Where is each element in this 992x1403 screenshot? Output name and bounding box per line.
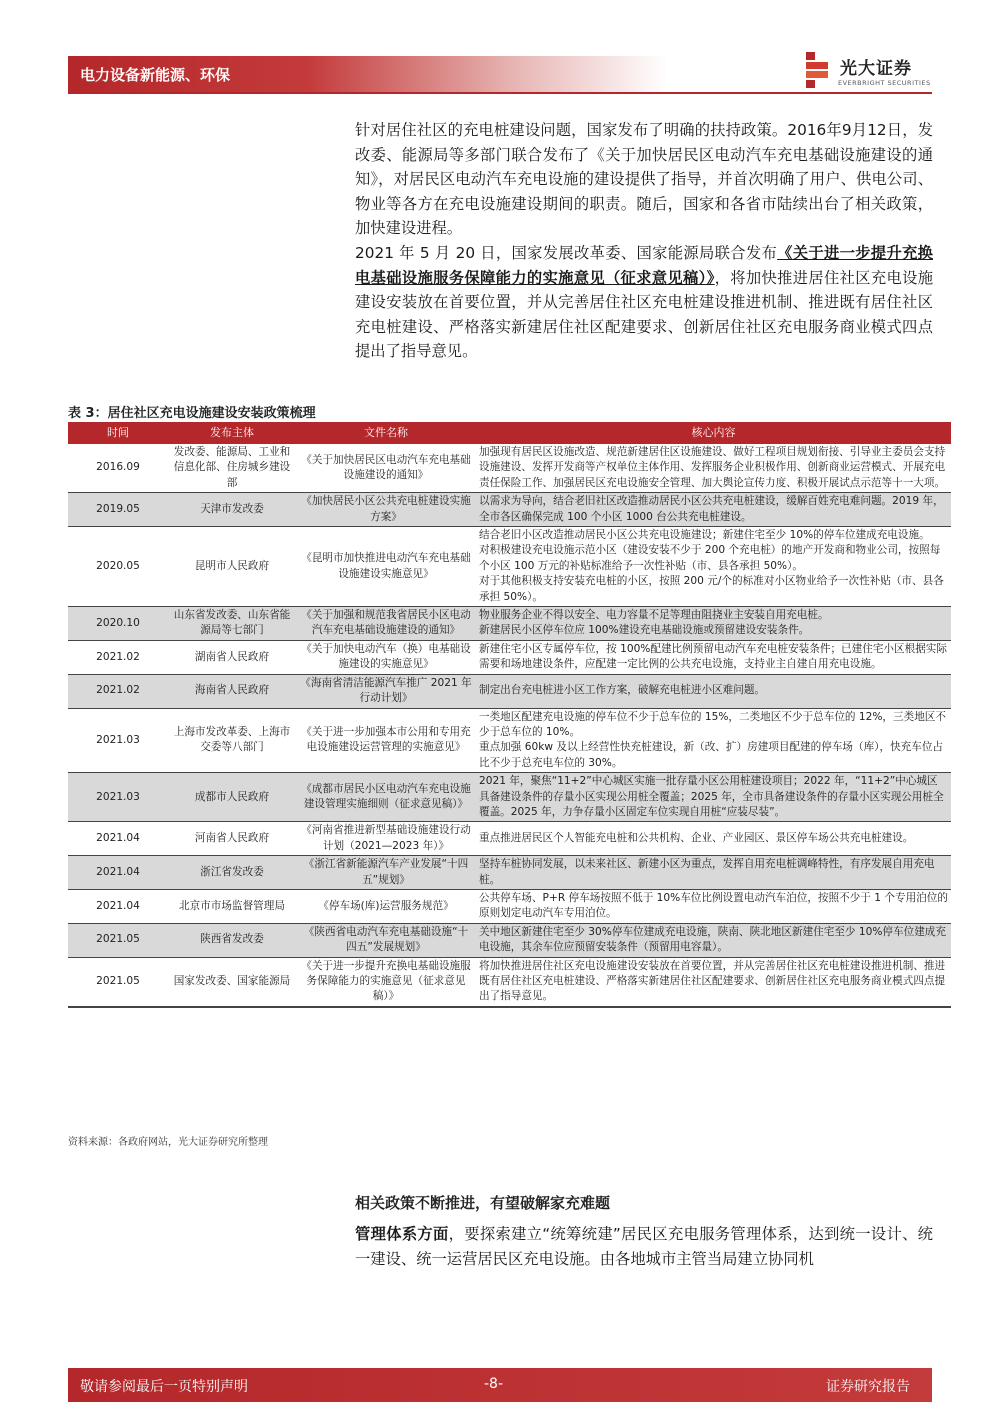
cell-issuer: 浙江省发改委 [168, 856, 296, 890]
cell-document: 《浙江省新能源汽车产业发展“十四五”规划》 [296, 856, 476, 890]
cell-time: 2016.09 [68, 444, 168, 493]
section-title: 电力设备新能源、环保 [80, 66, 231, 84]
cell-document: 《关于加快居民区电动汽车充电基础设施建设的通知》 [296, 444, 476, 493]
cell-document: 《关于加快电动汽车（换）电基础设施建设的实施意见》 [296, 640, 476, 674]
cell-time: 2021.02 [68, 640, 168, 674]
cell-content: 制定出台充电桩进小区工作方案，破解充电桩进小区难问题。 [476, 674, 951, 708]
section-paragraph [355, 1222, 933, 1271]
table-row [68, 822, 951, 856]
cell-issuer: 湖南省人民政府 [168, 640, 296, 674]
section-lead: 管理体系方面 [355, 1225, 449, 1243]
header-time: 时间 [68, 422, 168, 444]
cell-issuer: 天津市发改委 [168, 493, 296, 527]
table-row [68, 957, 951, 1006]
table-bottom-rule [68, 1007, 951, 1008]
cell-time: 2020.10 [68, 607, 168, 641]
cell-issuer: 发改委、能源局、工业和信息化部、住房城乡建设部 [168, 444, 296, 493]
cell-content: 结合老旧小区改造推动居民小区公共充电设施建设；新建住宅至少 10%的停车位建成充电设施。 对积极建设充电设施示范小区（建设安装不少于 200 个充电桩）的地产开发商和物业公司，按照每个小区 100 万元的补贴标准给予一次性补贴（市、县各承担 50%）。 对于其他积极支持安装充电桩的小区，按照 200 元/个的标准对小区物业给予一次性补贴（市、县各承担 50%）。 [476, 527, 951, 607]
table-row [68, 856, 951, 890]
cell-time: 2021.04 [68, 856, 168, 890]
policy-document-link[interactable]: 《关于进一步提升充换电基础设施服务保障能力的实施意见（征求意见稿）》 [355, 244, 933, 287]
table-row [68, 773, 951, 822]
cell-document: 《停车场(库)运营服务规范》 [296, 889, 476, 923]
cell-document: 《陕西省电动汽车充电基础设施“十四五”发展规划》 [296, 923, 476, 957]
cell-content: 以需求为导向，结合老旧社区改造推动居民小区公共充电桩建设，缓解百姓充电难问题。2019 年，全市各区确保完成 100 个小区 1000 台公共充电桩建设。 [476, 493, 951, 527]
table-row [68, 527, 951, 607]
section-heading: 相关政策不断推进，有望破解家充难题 [355, 1194, 611, 1212]
cell-time: 2020.05 [68, 527, 168, 607]
cell-issuer: 河南省人民政府 [168, 822, 296, 856]
section-text: ，要探索建立“统筹统建”居民区充电服务管理体系，达到统一设计、统一建设、统一运营居民区充电设施。由各地城市主管当局建立协同机 [355, 1225, 933, 1268]
table-row [68, 674, 951, 708]
cell-time: 2019.05 [68, 493, 168, 527]
cell-document: 《关于加强和规范我省居民小区电动汽车充电基础设施建设的通知》 [296, 607, 476, 641]
cell-time: 2021.05 [68, 923, 168, 957]
cell-time: 2021.03 [68, 773, 168, 822]
cell-time: 2021.05 [68, 957, 168, 1006]
table-row [68, 889, 951, 923]
cell-content: 关中地区新建住宅至少 30%停车位建成充电设施，陕南、陕北地区新建住宅至少 10%停车位建成充电设施，其余车位应预留安装条件（预留用电容量）。 [476, 923, 951, 957]
cell-time: 2021.04 [68, 889, 168, 923]
cell-content: 坚持车桩协同发展，以未来社区、新建小区为重点，发挥自用充电桩调峰特性，有序发展自用充电桩。 [476, 856, 951, 890]
cell-time: 2021.02 [68, 674, 168, 708]
table-header-row [68, 422, 951, 444]
cell-issuer: 上海市发改革委、上海市交委等八部门 [168, 708, 296, 773]
intro-p2-after: ，将加快推进居住社区充电设施建设安装放在首要位置，并从完善居住社区充电桩建设推进机制、推进既有居住社区充电桩建设、严格落实新建居住社区配建要求、创新居住社区充电服务商业模式四点提出了指导意见。 [355, 268, 933, 360]
table-row [68, 444, 951, 493]
cell-document: 《海南省清洁能源汽车推广 2021 年行动计划》 [296, 674, 476, 708]
header-issuer: 发布主体 [168, 422, 296, 444]
cell-content: 重点推进居民区个人智能充电桩和公共机构、企业、产业园区、景区停车场公共充电桩建设。 [476, 822, 951, 856]
table-row [68, 607, 951, 641]
company-name: 光大证券 [840, 59, 912, 79]
cell-document: 《加快居民小区公共充电桩建设实施方案》 [296, 493, 476, 527]
source-note: 资料来源：各政府网站，光大证券研究所整理 [68, 1137, 268, 1148]
cell-content: 新建住宅小区专属停车位，按 100%配建比例预留电动汽车充电桩安装条件；已建住宅小区根据实际需要和场地建设条件，应配建一定比例的公共充电设施，支持业主自建自用充电设施。 [476, 640, 951, 674]
cell-content: 2021 年，聚焦“11+2”中心城区实施一批存量小区公用桩建设项目；2022 年，“11+2”中心城区具备建设条件的存量小区实现公用桩全覆盖；2025 年，全市具备建设条件的存量小区实现公用桩全覆盖。2025 年，力争存量小区固定车位实现自用桩“应装尽装”。 [476, 773, 951, 822]
table-row [68, 708, 951, 773]
cell-issuer: 国家发改委、国家能源局 [168, 957, 296, 1006]
cell-time: 2021.03 [68, 708, 168, 773]
header-rule [68, 92, 932, 94]
cell-document: 《成都市居民小区电动汽车充电设施建设管理实施细则（征求意见稿）》 [296, 773, 476, 822]
cell-issuer: 昆明市人民政府 [168, 527, 296, 607]
page-number: -8- [484, 1376, 504, 1392]
cell-issuer: 山东省发改委、山东省能源局等七部门 [168, 607, 296, 641]
cell-document: 《关于进一步提升充换电基础设施服务保障能力的实施意见（征求意见稿）》 [296, 957, 476, 1006]
header-document: 文件名称 [296, 422, 476, 444]
company-name-en: EVERBRIGHT SECURITIES [838, 79, 931, 87]
policy-table [68, 422, 951, 1007]
cell-content: 加强现有居民区设施改造、规范新建居住区设施建设、做好工程项目规划衔接、引导业主委员会支持设施建设、发挥开发商等产权单位主体作用、发挥服务企业积极作用、创新商业运营模式、开展充电责任保险工作、加强居民区充电设施安全管理、加大舆论宣传力度、积极开展试点示范等十一大项。 [476, 444, 951, 493]
cell-time: 2021.04 [68, 822, 168, 856]
cell-issuer: 北京市市场监督管理局 [168, 889, 296, 923]
header-content: 核心内容 [476, 422, 951, 444]
cell-document: 《昆明市加快推进电动汽车充电基础设施建设实施意见》 [296, 527, 476, 607]
cell-content: 一类地区配建充电设施的停车位不少于总车位的 15%，二类地区不少于总车位的 12%，三类地区不少于总车位的 10%。 重点加强 60kw 及以上经营性快充桩建设，新（改、扩）房建项目配建的停车场（库），快充车位占比不少于总充电车位的 30%。 [476, 708, 951, 773]
cell-document: 《关于进一步加强本市公用和专用充电设施建设运营管理的实施意见》 [296, 708, 476, 773]
table-row [68, 493, 951, 527]
cell-issuer: 海南省人民政府 [168, 674, 296, 708]
cell-document: 《河南省推进新型基础设施建设行动计划（2021—2023 年）》 [296, 822, 476, 856]
cell-issuer: 陕西省发改委 [168, 923, 296, 957]
cell-content: 物业服务企业不得以安全、电力容量不足等理由阻挠业主安装自用充电桩。 新建居民小区停车位应 100%建设充电基础设施或预留建设安装条件。 [476, 607, 951, 641]
table-title: 表 3：居住社区充电设施建设安装政策梳理 [68, 406, 316, 421]
table-row [68, 640, 951, 674]
footer-report-type: 证券研究报告 [826, 1379, 910, 1395]
cell-content: 将加快推进居住社区充电设施建设安装放在首要位置，并从完善居住社区充电桩建设推进机制、推进既有居住社区充电桩建设、严格落实新建居住社区配建要求、创新居住社区充电服务商业模式四点提出了指导意见。 [476, 957, 951, 1006]
table-row [68, 923, 951, 957]
intro-paragraph-2 [355, 241, 933, 364]
intro-paragraph-1: 针对居住社区的充电桩建设问题，国家发布了明确的扶持政策。2016年9月12日，发改委、能源局等多部门联合发布了《关于加快居民区电动汽车充电基础设施建设的通知》，对居民区电动汽车充电设施的建设提供了指导，并首次明确了用户、供电公司、物业等各方在充电设施建设期间的职责。随后，国家和各省市陆续出台了相关政策，加快建设进程。 [355, 121, 933, 237]
cell-content: 公共停车场、P+R 停车场按照不低于 10%车位比例设置电动汽车泊位，按照不少于 1 个专用泊位的原则划定电动汽车专用泊位。 [476, 889, 951, 923]
footer-disclaimer: 敬请参阅最后一页特别声明 [80, 1379, 248, 1395]
cell-issuer: 成都市人民政府 [168, 773, 296, 822]
intro-p2-before: 2021 年 5 月 20 日，国家发展改革委、国家能源局联合发布 [355, 244, 778, 262]
